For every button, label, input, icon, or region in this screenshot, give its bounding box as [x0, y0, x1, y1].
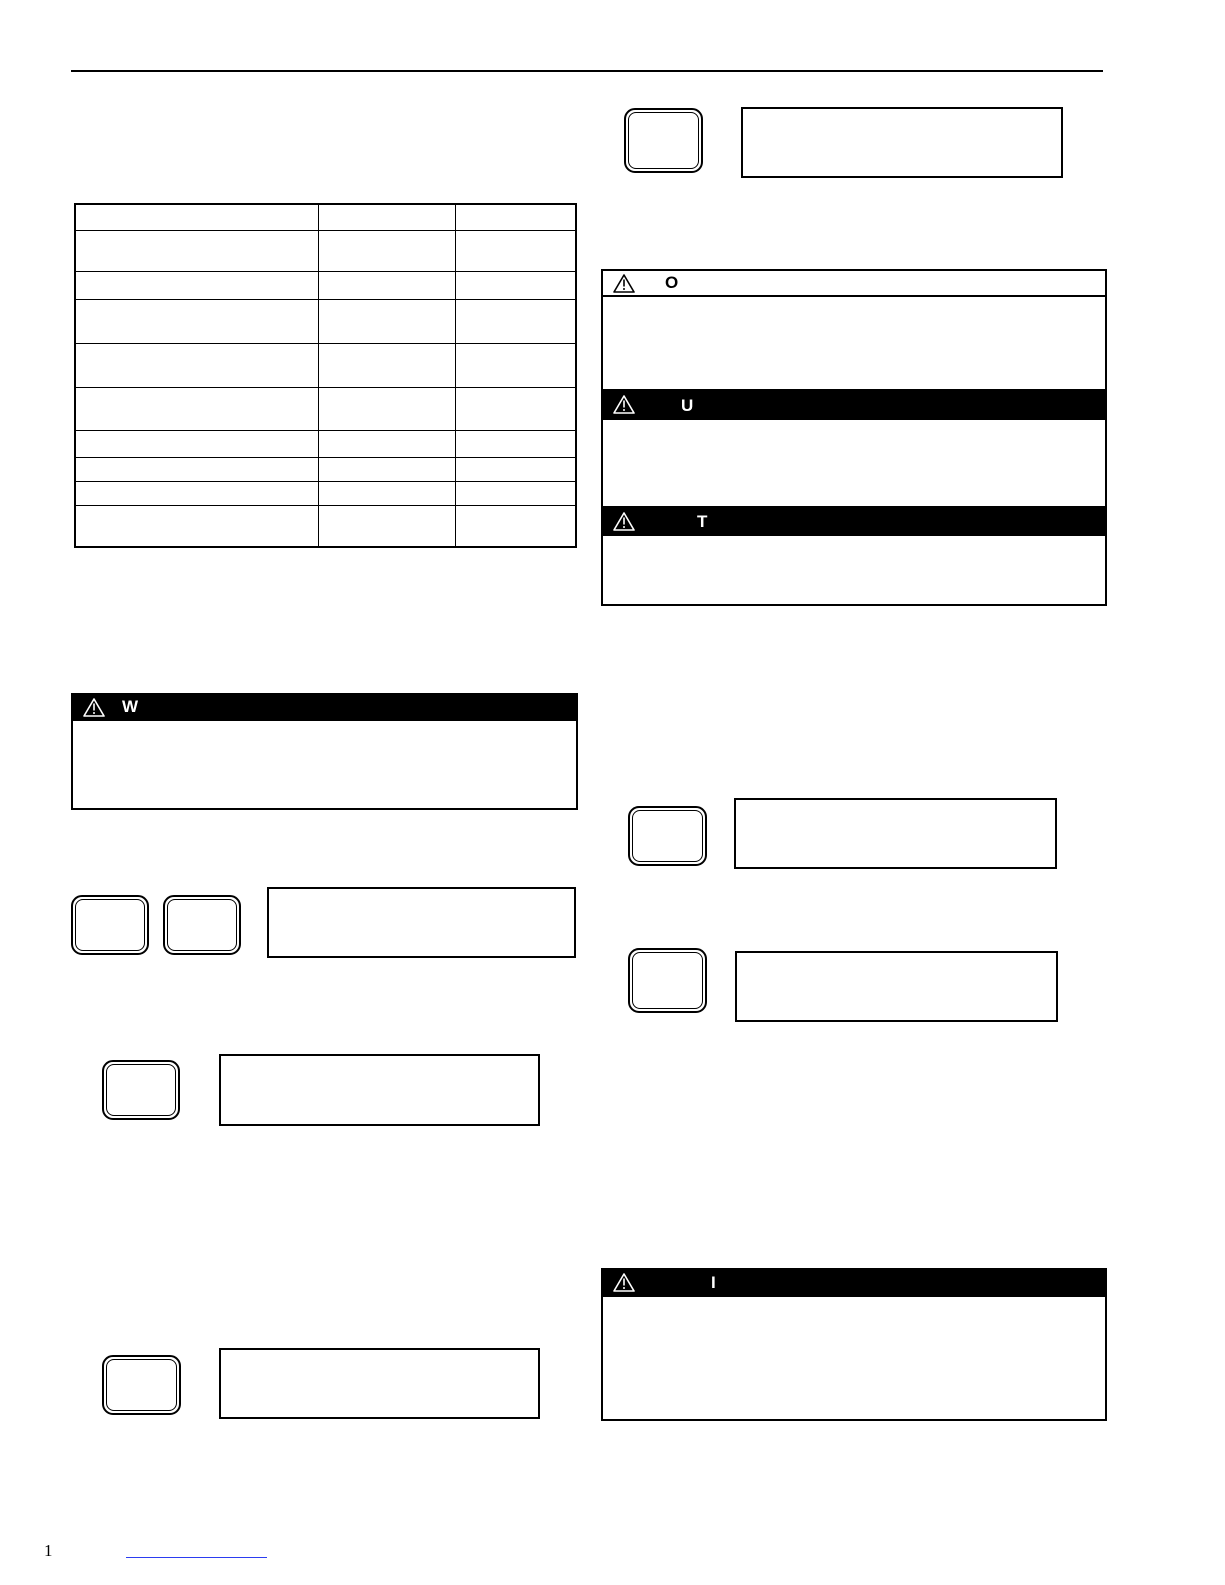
table-row — [75, 387, 576, 430]
warning-triangle-icon — [613, 512, 635, 531]
display-panel — [219, 1054, 540, 1126]
warning-title: W — [122, 697, 139, 716]
table-row — [75, 204, 576, 230]
warning-triangle-icon — [613, 395, 635, 414]
footer-link-underline[interactable] — [126, 1557, 267, 1558]
warning-header — [603, 508, 1105, 536]
keypad-key[interactable] — [624, 108, 703, 173]
keypad-key[interactable] — [102, 1355, 181, 1415]
warning-header — [603, 271, 1105, 297]
display-panel — [741, 107, 1063, 178]
keypad-key[interactable] — [163, 895, 241, 955]
warning-triangle-icon — [613, 1273, 635, 1292]
display-panel — [734, 798, 1057, 869]
warning-title: U — [681, 396, 694, 415]
warning-triangle-icon — [613, 274, 635, 293]
warning-triangle-icon — [83, 698, 105, 717]
warning-box-w — [71, 693, 578, 810]
table-row — [75, 457, 576, 481]
warning-title: I — [711, 1273, 716, 1292]
display-panel — [735, 951, 1058, 1022]
warning-title: O — [665, 273, 679, 292]
table-row — [75, 505, 576, 547]
table-row — [75, 481, 576, 505]
warning-title: T — [697, 512, 708, 531]
table-row — [75, 230, 576, 271]
keypad-key[interactable] — [628, 948, 707, 1013]
warning-header — [73, 695, 576, 721]
table-row — [75, 271, 576, 299]
display-panel — [219, 1348, 540, 1419]
warning-box-o — [601, 269, 1107, 391]
keypad-key[interactable] — [102, 1060, 180, 1120]
keypad-key[interactable] — [71, 895, 149, 955]
table-row — [75, 430, 576, 457]
page-number: 1 — [44, 1541, 53, 1560]
spec-table — [74, 203, 577, 548]
table-row — [75, 343, 576, 387]
warning-header — [603, 391, 1105, 420]
table-row — [75, 299, 576, 343]
warning-box-i — [601, 1268, 1107, 1421]
keypad-key[interactable] — [628, 806, 707, 866]
warning-box-t — [601, 506, 1107, 606]
display-panel — [267, 887, 576, 958]
warning-header — [603, 1270, 1105, 1297]
header-rule — [71, 70, 1103, 72]
warning-box-u — [601, 389, 1107, 509]
